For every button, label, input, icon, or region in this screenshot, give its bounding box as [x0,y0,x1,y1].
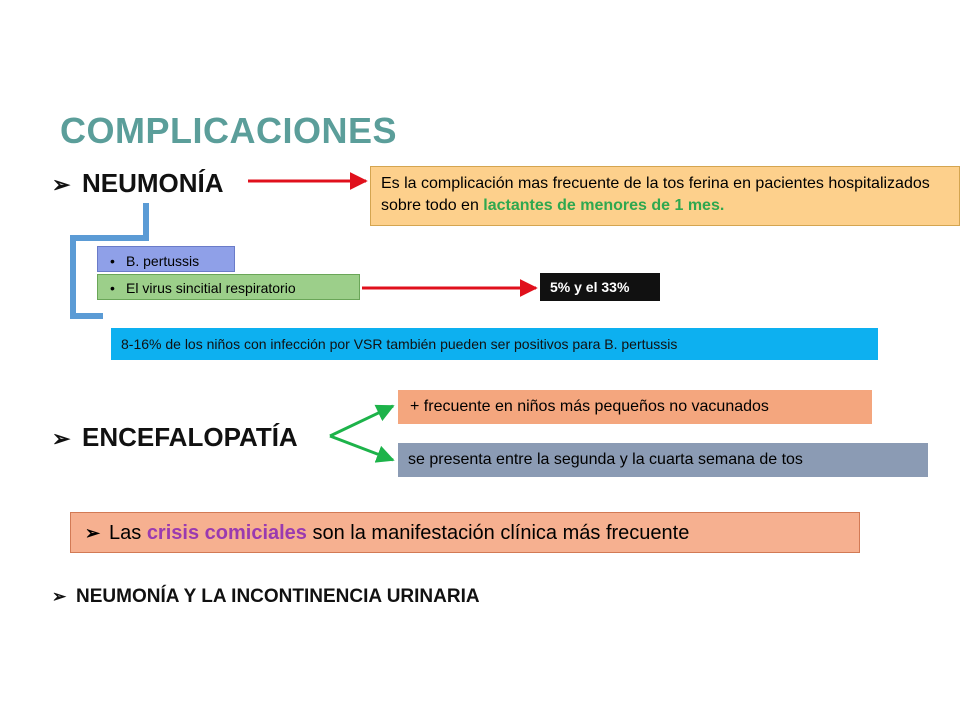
crisis-highlight: crisis comiciales [146,522,307,544]
heading-neumonia-label: NEUMONÍA [82,168,224,198]
list-bullet: • [110,253,115,269]
agent-box-pertussis [97,246,235,272]
heading-final-label: NEUMONÍA Y LA INCONTINENCIA URINARIA [76,586,480,607]
agent-label: El virus sincitial respiratorio [126,280,296,296]
encefalopatia-point-2: se presenta entre la segunda y la cuarta semana de tos [398,443,928,477]
heading-neumonia [52,168,224,199]
green-arrow-down [330,436,393,460]
crisis-box [70,512,860,553]
agent-box-vsr [97,274,360,300]
agent-label: B. pertussis [126,253,200,269]
crisis-suffix: son la manifestación clínica más frecuente [306,522,690,544]
heading-encefalopatia-label: ENCEFALOPATÍA [82,422,298,452]
crisis-prefix: Las [109,522,147,544]
heading-encefalopatia [52,422,298,453]
list-bullet: • [110,280,115,296]
bullet-arrow-icon: ➢ [85,523,101,543]
heading-final [52,586,480,608]
green-arrow-up [330,406,393,436]
bullet-arrow-icon: ➢ [52,426,71,451]
bullet-arrow-icon: ➢ [52,587,67,606]
neumonia-note-highlight: lactantes de menores de 1 mes. [483,197,725,214]
slide-title: COMPLICACIONES [60,110,398,151]
neumonia-note-text: Es la complicación mas frecuente de la tos ferina en pacientes hospitalizados sobre todo en [381,175,930,214]
coinfection-rate-box: 5% y el 33% [540,273,660,301]
encefalopatia-point-1: + frecuente en niños más pequeños no vacunados [398,390,872,424]
coinfection-note-box: 8-16% de los niños con infección por VSR también pueden ser positivos para B. pertussis [111,328,878,360]
bullet-arrow-icon: ➢ [52,172,71,197]
neumonia-note-box [370,166,960,226]
